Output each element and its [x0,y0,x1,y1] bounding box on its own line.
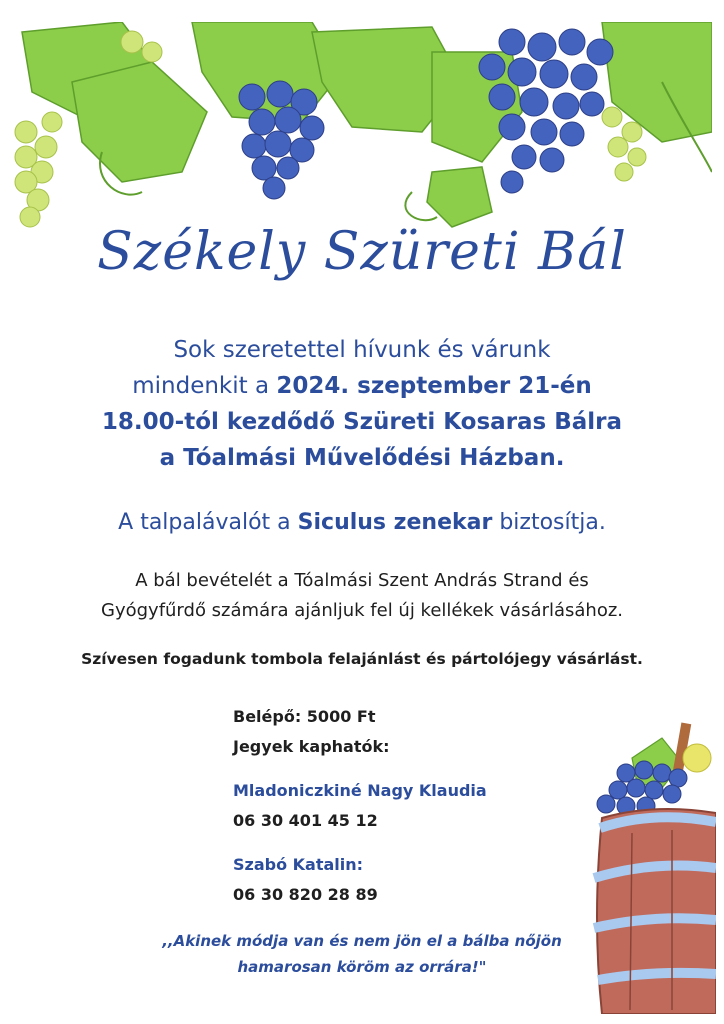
music-info: A talpalávalót a Siculus zenekar biztosítja. [118,510,606,535]
income-purpose-text: A bál bevételét a Tóalmási Szent András Strand és Gyógyfűrdő számára ajánljuk fel új kellékek vásárlásához. [101,570,623,621]
contact-2-phone: 06 30 820 28 89 [233,885,378,904]
invitation-line-1: Sok szeretettel hívunk és várunk [173,337,551,363]
contact-1-phone: 06 30 401 45 12 [233,811,378,830]
closing-quote: ,,Akinek módja van és nem jön el a bálba nőjön hamarosan köröm az orrára!" [162,932,562,976]
grape-vine-banner [12,22,712,232]
invitation-line-4: a Tóalmási Művelődési Házban. [159,445,565,471]
invitation-line-2: mindenkit a 2024. szeptember 21-én [132,373,592,399]
tombola-notice: Szívesen fogadunk tombola felajánlást és pártolójegy vásárlást. [81,650,643,668]
invitation-text [0,332,724,476]
contact-1-name: Mladoniczkiné Nagy Klaudia [233,781,487,800]
page-title: Székely Szüreti Bál [97,222,627,282]
ticket-info [233,702,487,910]
tickets-available-label: Jegyek kaphatók: [233,737,390,756]
vine-leaf [72,62,207,182]
contact-2-name: Szabó Katalin: [233,855,364,874]
entry-price: Belépő: 5000 Ft [233,707,376,726]
invitation-line-3: 18.00-tól kezdődő Szüreti Kosaras Bálra [101,409,623,435]
